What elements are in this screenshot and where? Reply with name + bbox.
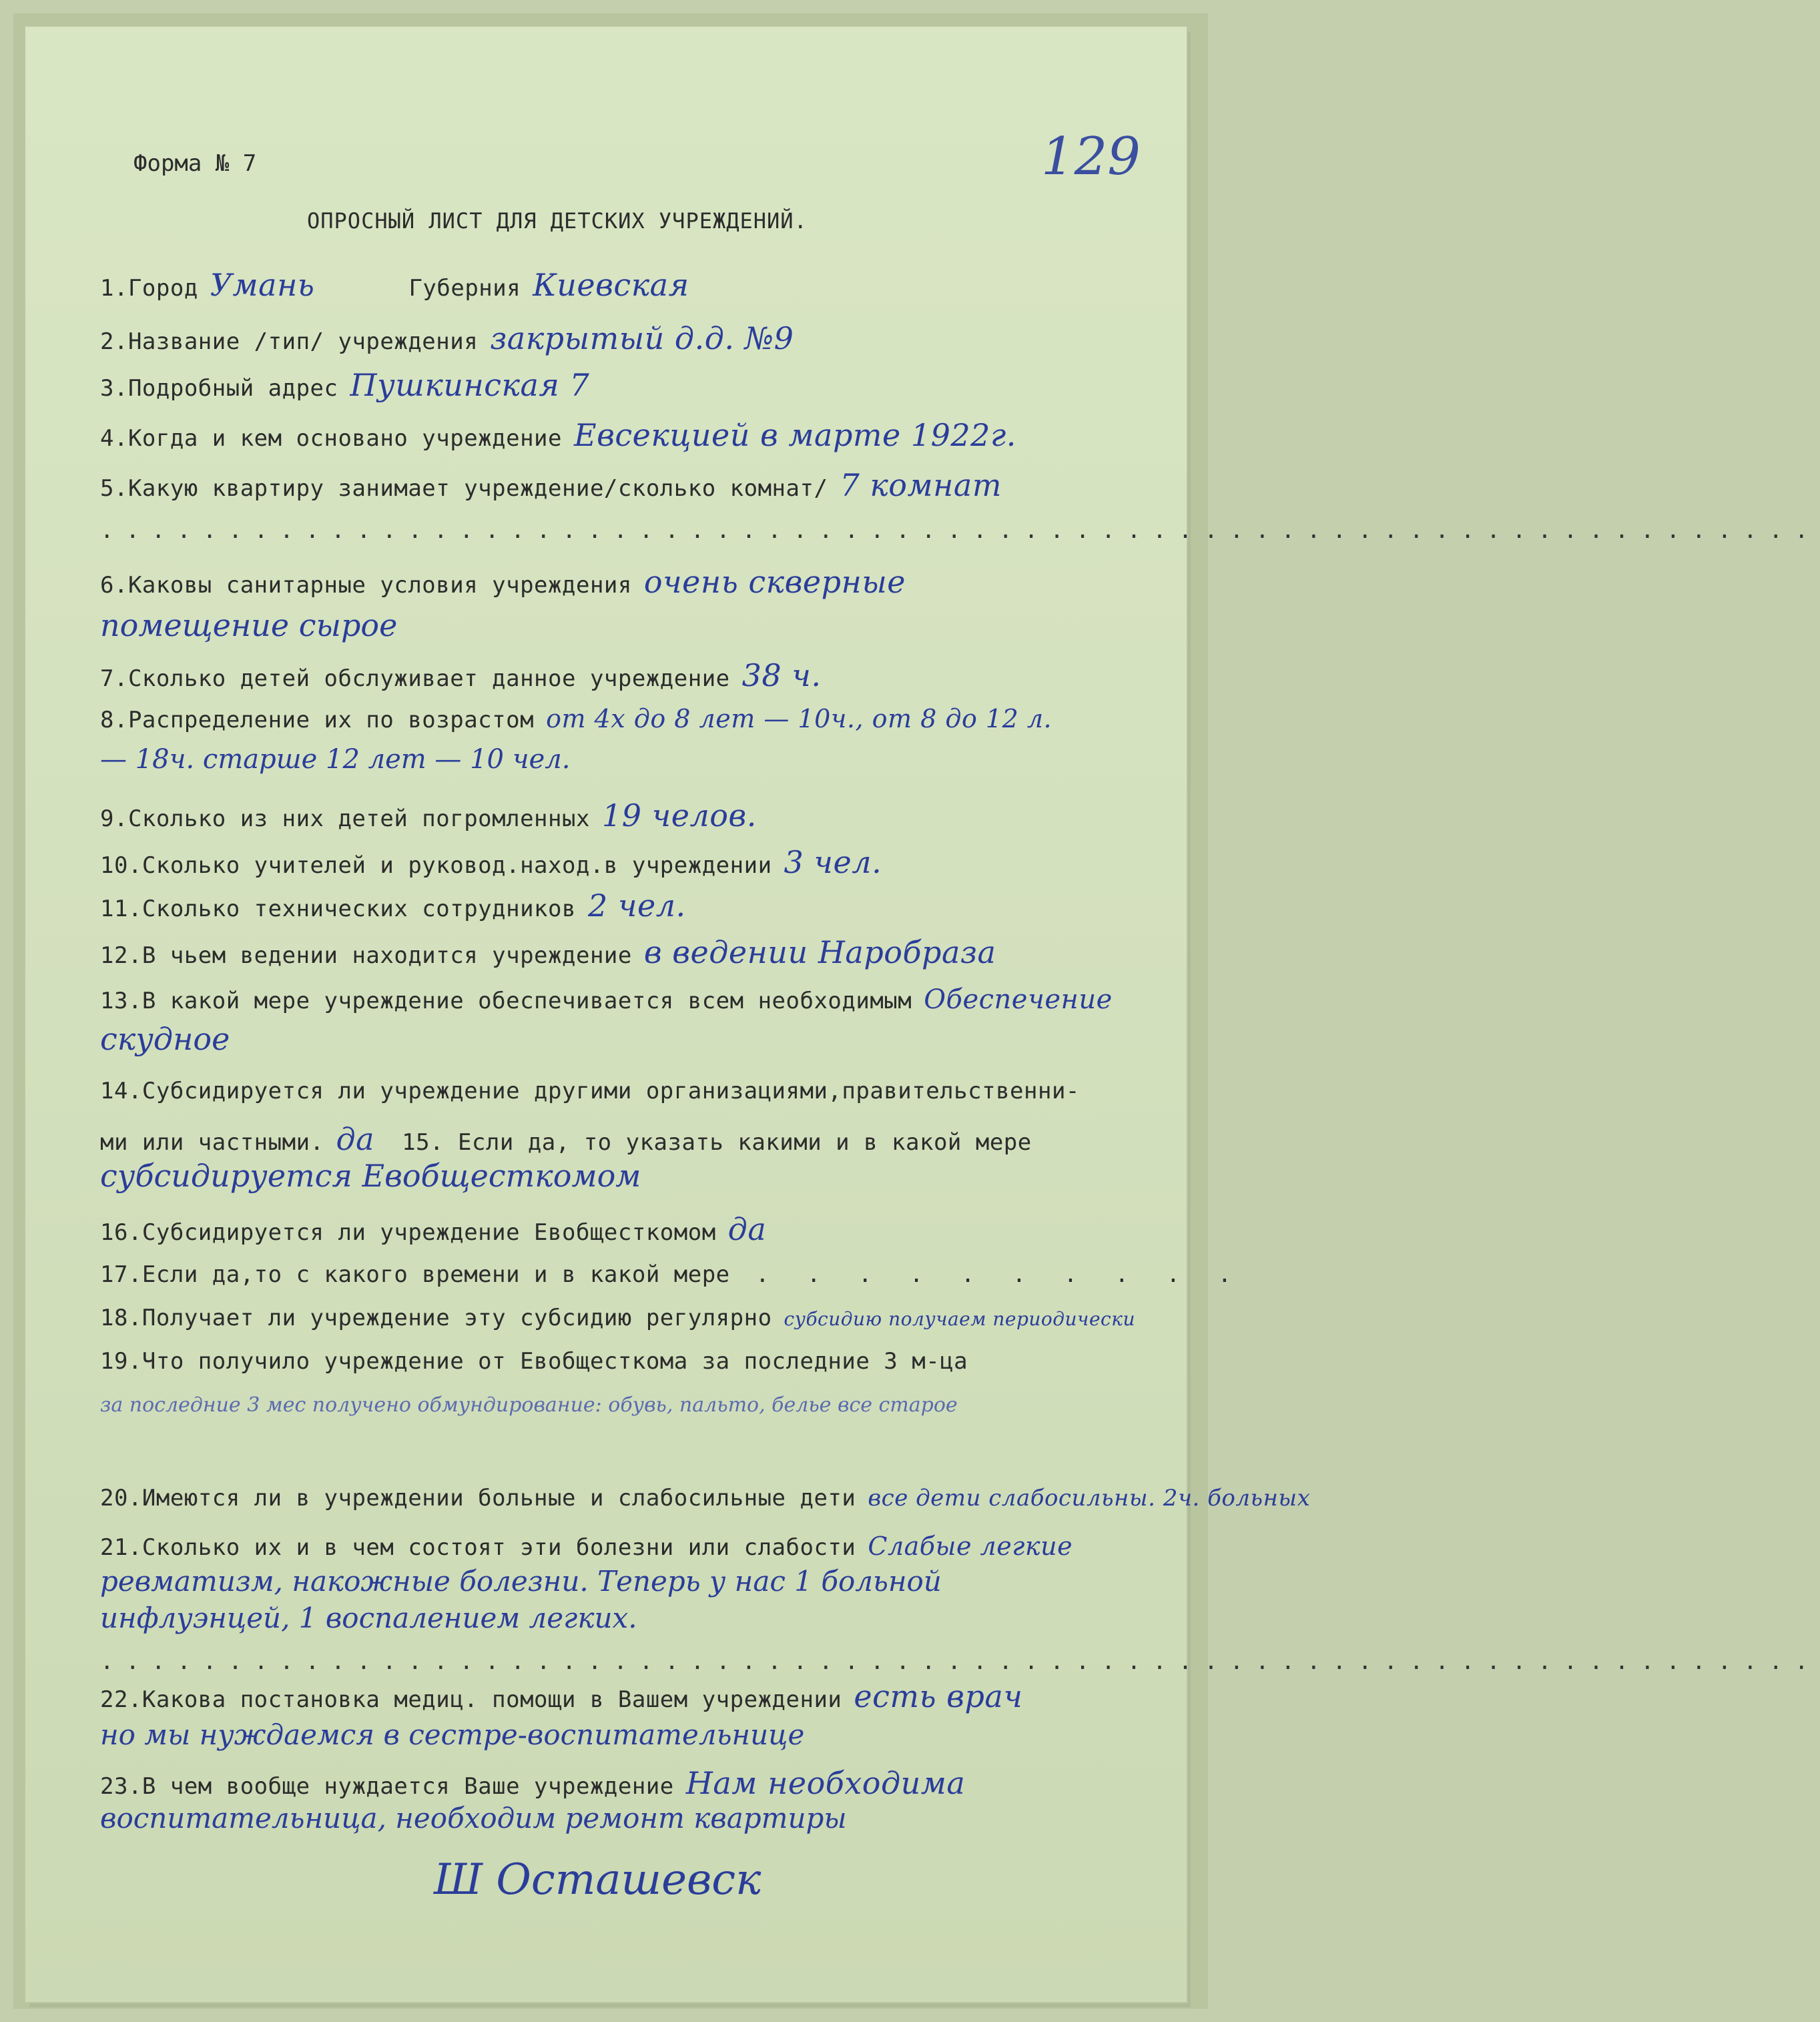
answer-21-cont: ревматизм, накожные болезни. Теперь у нас 1 больной	[100, 1565, 942, 1598]
question-13: 13.В какой мере учреждение обеспечивается всем необходимым Обеспечение	[100, 984, 1113, 1015]
question-4: 4.Когда и кем основано учреждение Евсекцией в марте 1922г.	[100, 417, 1016, 453]
question-10: 10.Сколько учителей и руковод.наход.в учреждении 3 чел.	[100, 844, 882, 880]
answer-22-cont: но мы нуждаемся в сестре-воспитательнице	[100, 1718, 805, 1751]
question-23: 23.В чем вообще нуждается Ваше учреждение Нам необходима	[100, 1765, 966, 1801]
form-number: Форма № 7	[133, 150, 257, 177]
question-1: 1.Город Умань Губерния Киевская	[100, 267, 689, 303]
answer-6-cont: помещение сырое	[100, 607, 398, 643]
dotted-line: ...................................................................	[100, 1648, 1820, 1675]
question-11: 11.Сколько технических сотрудников 2 чел.	[100, 888, 686, 924]
question-14: 14.Субсидируется ли учреждение другими организациями,правительственни-	[100, 1078, 1080, 1104]
question-16: 16.Субсидируется ли учреждение Евобщесткомом да	[100, 1211, 767, 1247]
page-title: ОПРОСНЫЙ ЛИСТ ДЛЯ ДЕТСКИХ УЧРЕЖДЕНИЙ.	[307, 208, 808, 234]
answer-13-cont: скудное	[100, 1021, 230, 1057]
question-8: 8.Распределение их по возрастом от 4х до 8 лет — 10ч., от 8 до 12 л.	[100, 704, 1052, 733]
question-12: 12.В чьем ведении находится учреждение в ведении Наробраза	[100, 934, 996, 970]
answer-19: за последние 3 мес получено обмундирование: обувь, пальто, белье все старое	[100, 1393, 958, 1417]
answer-15: субсидируется Евобщесткомом	[100, 1158, 641, 1194]
answer-8-cont: — 18ч. старше 12 лет — 10 чел.	[100, 744, 571, 775]
page-number: 129	[1041, 127, 1141, 187]
signature: Ш Осташевск	[434, 1855, 762, 1905]
question-19: 19.Что получило учреждение от Евобщесткома за последние 3 м-ца	[100, 1348, 968, 1375]
question-14-cont: ми или частными. да 15. Если да, то указать какими и в какой мере	[100, 1121, 1032, 1157]
dotted-line: ...................................................................	[100, 517, 1820, 544]
question-6: 6.Каковы санитарные условия учреждения очень скверные	[100, 564, 906, 600]
question-9: 9.Сколько из них детей погромленных 19 челов.	[100, 797, 757, 833]
question-22: 22.Какова постановка медиц. помощи в Вашем учреждении есть врач	[100, 1678, 1023, 1714]
question-5: 5.Какую квартиру занимает учреждение/сколько комнат/ 7 комнат	[100, 467, 1002, 503]
question-7: 7.Сколько детей обслуживает данное учреждение 38 ч.	[100, 657, 822, 693]
question-2: 2.Название /тип/ учреждения закрытый д.д. №9	[100, 320, 794, 356]
question-21: 21.Сколько их и в чем состоят эти болезни или слабости Слабые легкие	[100, 1532, 1073, 1561]
question-17: 17.Если да,то с какого времени и в какой мере . . . . . . . . . .	[100, 1261, 1244, 1288]
answer-23-cont: воспитательница, необходим ремонт квартиры	[100, 1802, 847, 1834]
question-3: 3.Подробный адрес Пушкинская 7	[100, 367, 590, 403]
answer-21-cont2: инфлуэнцей, 1 воспалением легких.	[100, 1602, 637, 1634]
question-20: 20.Имеются ли в учреждении больные и слабосильные дети все дети слабосильны. 2ч. больных	[100, 1485, 1311, 1511]
question-18: 18.Получает ли учреждение эту субсидию регулярно субсидию получаем периодически	[100, 1305, 1135, 1331]
